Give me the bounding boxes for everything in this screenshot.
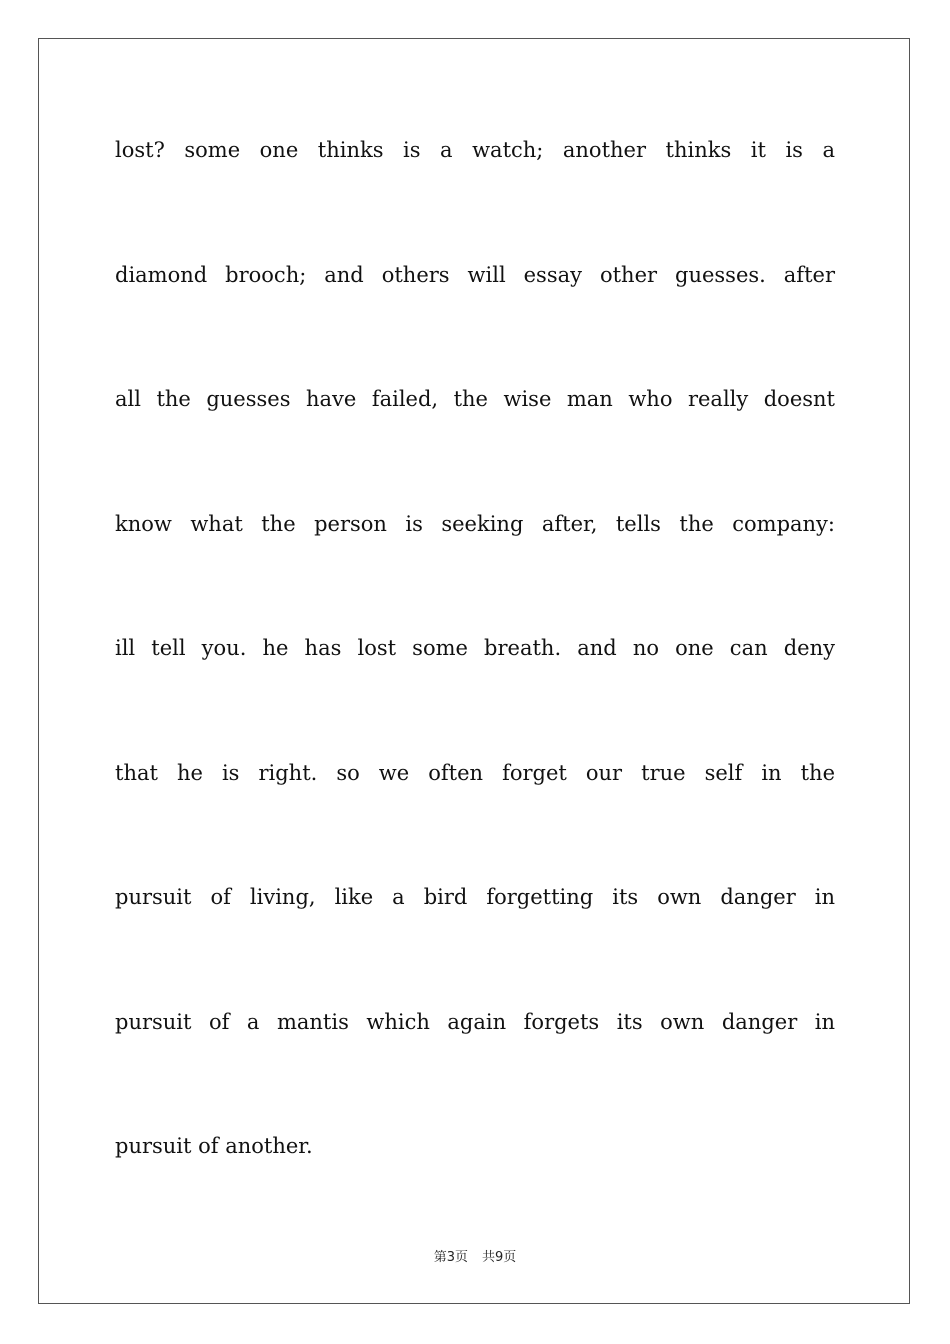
text-line: pursuit of living, like a bird forgetting its own danger in xyxy=(115,885,835,909)
text-line: know what the person is seeking after, tells the company: xyxy=(115,511,835,536)
document-body xyxy=(115,132,835,1253)
text-line: lost? some one thinks is a watch; another thinks it is a xyxy=(115,138,835,162)
page-number-total: 共9页 xyxy=(482,1250,517,1265)
page-footer xyxy=(0,1246,950,1265)
text-line: diamond brooch; and others will essay other guesses. after xyxy=(115,262,835,287)
text-line: all the guesses have failed, the wise man who really doesnt xyxy=(115,387,835,411)
text-line: pursuit of a mantis which again forgets its own danger in xyxy=(115,1009,835,1034)
page-number-current: 第3页 xyxy=(433,1250,468,1265)
text-line: pursuit of another. xyxy=(115,1134,313,1158)
text-line: ill tell you. he has lost some breath. and no one can deny xyxy=(115,636,835,660)
text-line: that he is right. so we often forget our true self in the xyxy=(115,760,835,785)
